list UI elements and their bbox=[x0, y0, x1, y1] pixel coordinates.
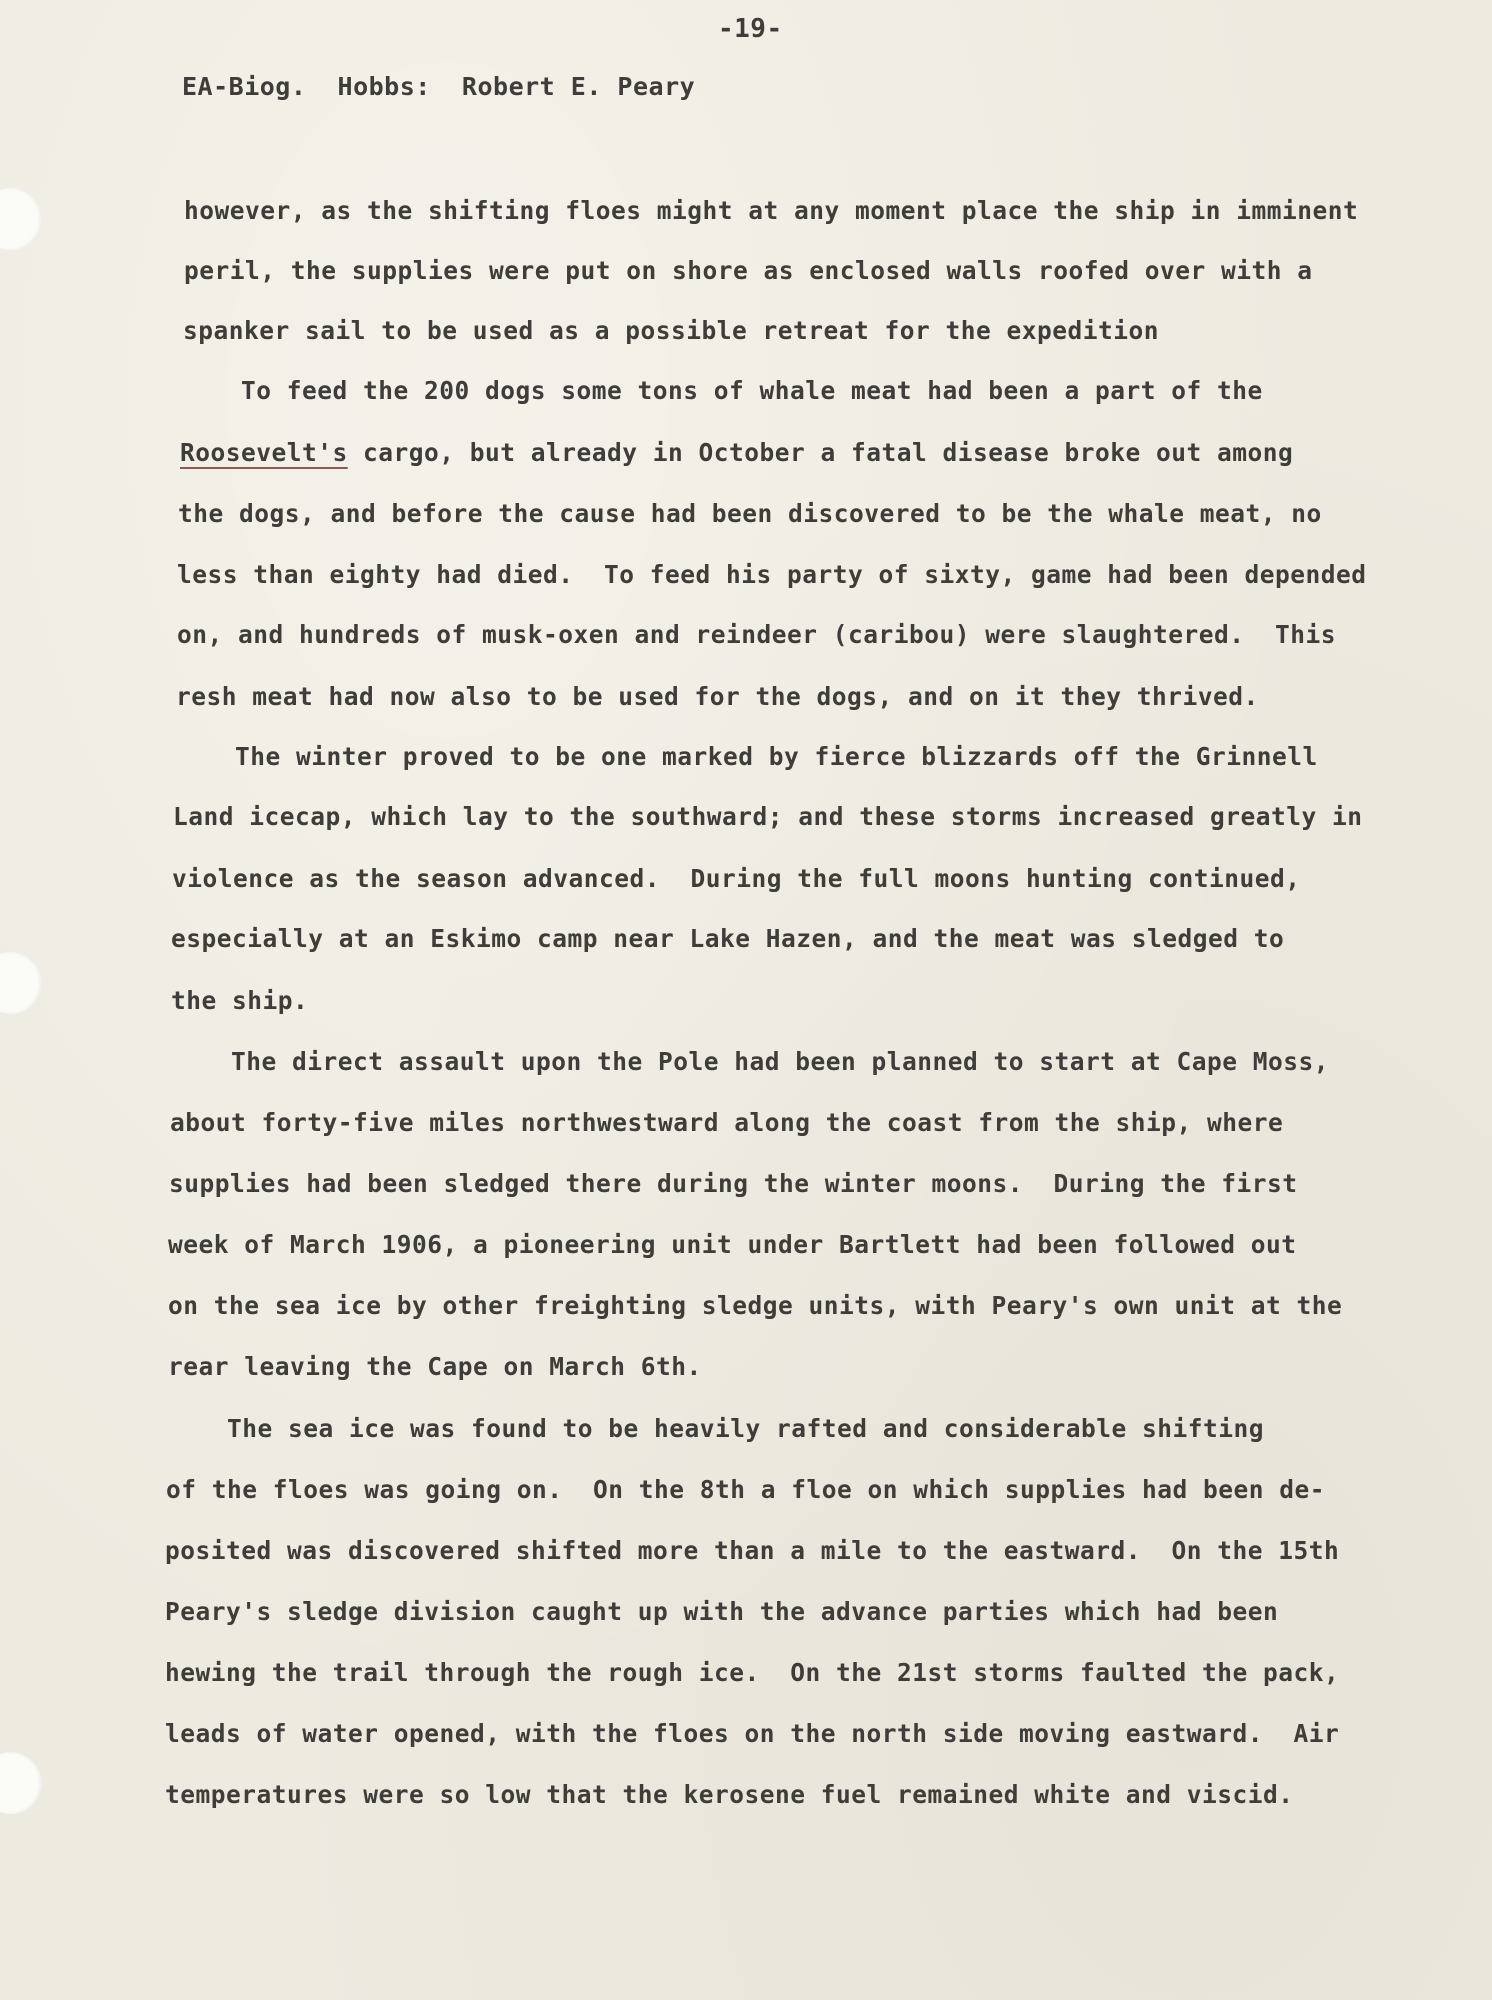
page-number: -19- bbox=[718, 14, 783, 44]
body-line: Roosevelt's cargo, but already in October a fatal disease broke out among bbox=[180, 438, 1294, 467]
body-line: peril, the supplies were put on shore as enclosed walls roofed over with a bbox=[184, 256, 1313, 285]
body-line: supplies had been sledged there during the winter moons. During the first bbox=[169, 1169, 1298, 1198]
body-line: violence as the season advanced. During the full moons hunting continued, bbox=[172, 864, 1301, 893]
document-header: EA-Biog. Hobbs: Robert E. Peary bbox=[182, 72, 696, 101]
body-line: To feed the 200 dogs some tons of whale meat had been a part of the bbox=[180, 376, 1263, 405]
body-line: resh meat had now also to be used for the dogs, and on it they thrived. bbox=[176, 682, 1259, 711]
body-line: Land icecap, which lay to the southward; and these storms increased greatly in bbox=[173, 802, 1363, 831]
punch-hole bbox=[0, 1752, 42, 1814]
ship-name: Roosevelt's bbox=[180, 438, 348, 467]
body-line: The direct assault upon the Pole had been planned to start at Cape Moss, bbox=[170, 1047, 1330, 1076]
body-line: leads of water opened, with the floes on the north side moving eastward. Air bbox=[165, 1719, 1340, 1748]
body-line: on, and hundreds of musk-oxen and reindeer (caribou) were slaughtered. This bbox=[177, 620, 1337, 649]
body-line: spanker sail to be used as a possible retreat for the expedition bbox=[183, 316, 1160, 345]
body-line: rear leaving the Cape on March 6th. bbox=[168, 1352, 702, 1381]
body-line: about forty-five miles northwestward along the coast from the ship, where bbox=[170, 1108, 1284, 1137]
body-line: especially at an Eskimo camp near Lake Hazen, and the meat was sledged to bbox=[171, 924, 1285, 953]
body-line: posited was discovered shifted more than a mile to the eastward. On the 15th bbox=[165, 1536, 1340, 1565]
body-line: hewing the trail through the rough ice. On the 21st storms faulted the pack, bbox=[165, 1658, 1340, 1687]
body-line: the dogs, and before the cause had been discovered to be the whale meat, no bbox=[178, 499, 1322, 528]
punch-hole bbox=[0, 952, 42, 1014]
body-line: The winter proved to be one marked by fierce blizzards off the Grinnell bbox=[174, 742, 1318, 771]
punch-hole bbox=[0, 188, 42, 250]
body-line: Peary's sledge division caught up with the advance parties which had been bbox=[165, 1597, 1279, 1626]
body-line: week of March 1906, a pioneering unit under Bartlett had been followed out bbox=[168, 1230, 1297, 1259]
body-line: temperatures were so low that the kerosene fuel remained white and viscid. bbox=[165, 1780, 1294, 1809]
body-line: however, as the shifting floes might at any moment place the ship in imminent bbox=[184, 196, 1359, 225]
body-line: the ship. bbox=[171, 986, 309, 1015]
body-line: on the sea ice by other freighting sledge units, with Peary's own unit at the bbox=[168, 1291, 1343, 1320]
body-line: of the floes was going on. On the 8th a floe on which supplies had been de- bbox=[166, 1475, 1326, 1504]
body-line: The sea ice was found to be heavily rafted and considerable shifting bbox=[166, 1414, 1265, 1443]
body-line: less than eighty had died. To feed his party of sixty, game had been depended bbox=[177, 560, 1367, 589]
